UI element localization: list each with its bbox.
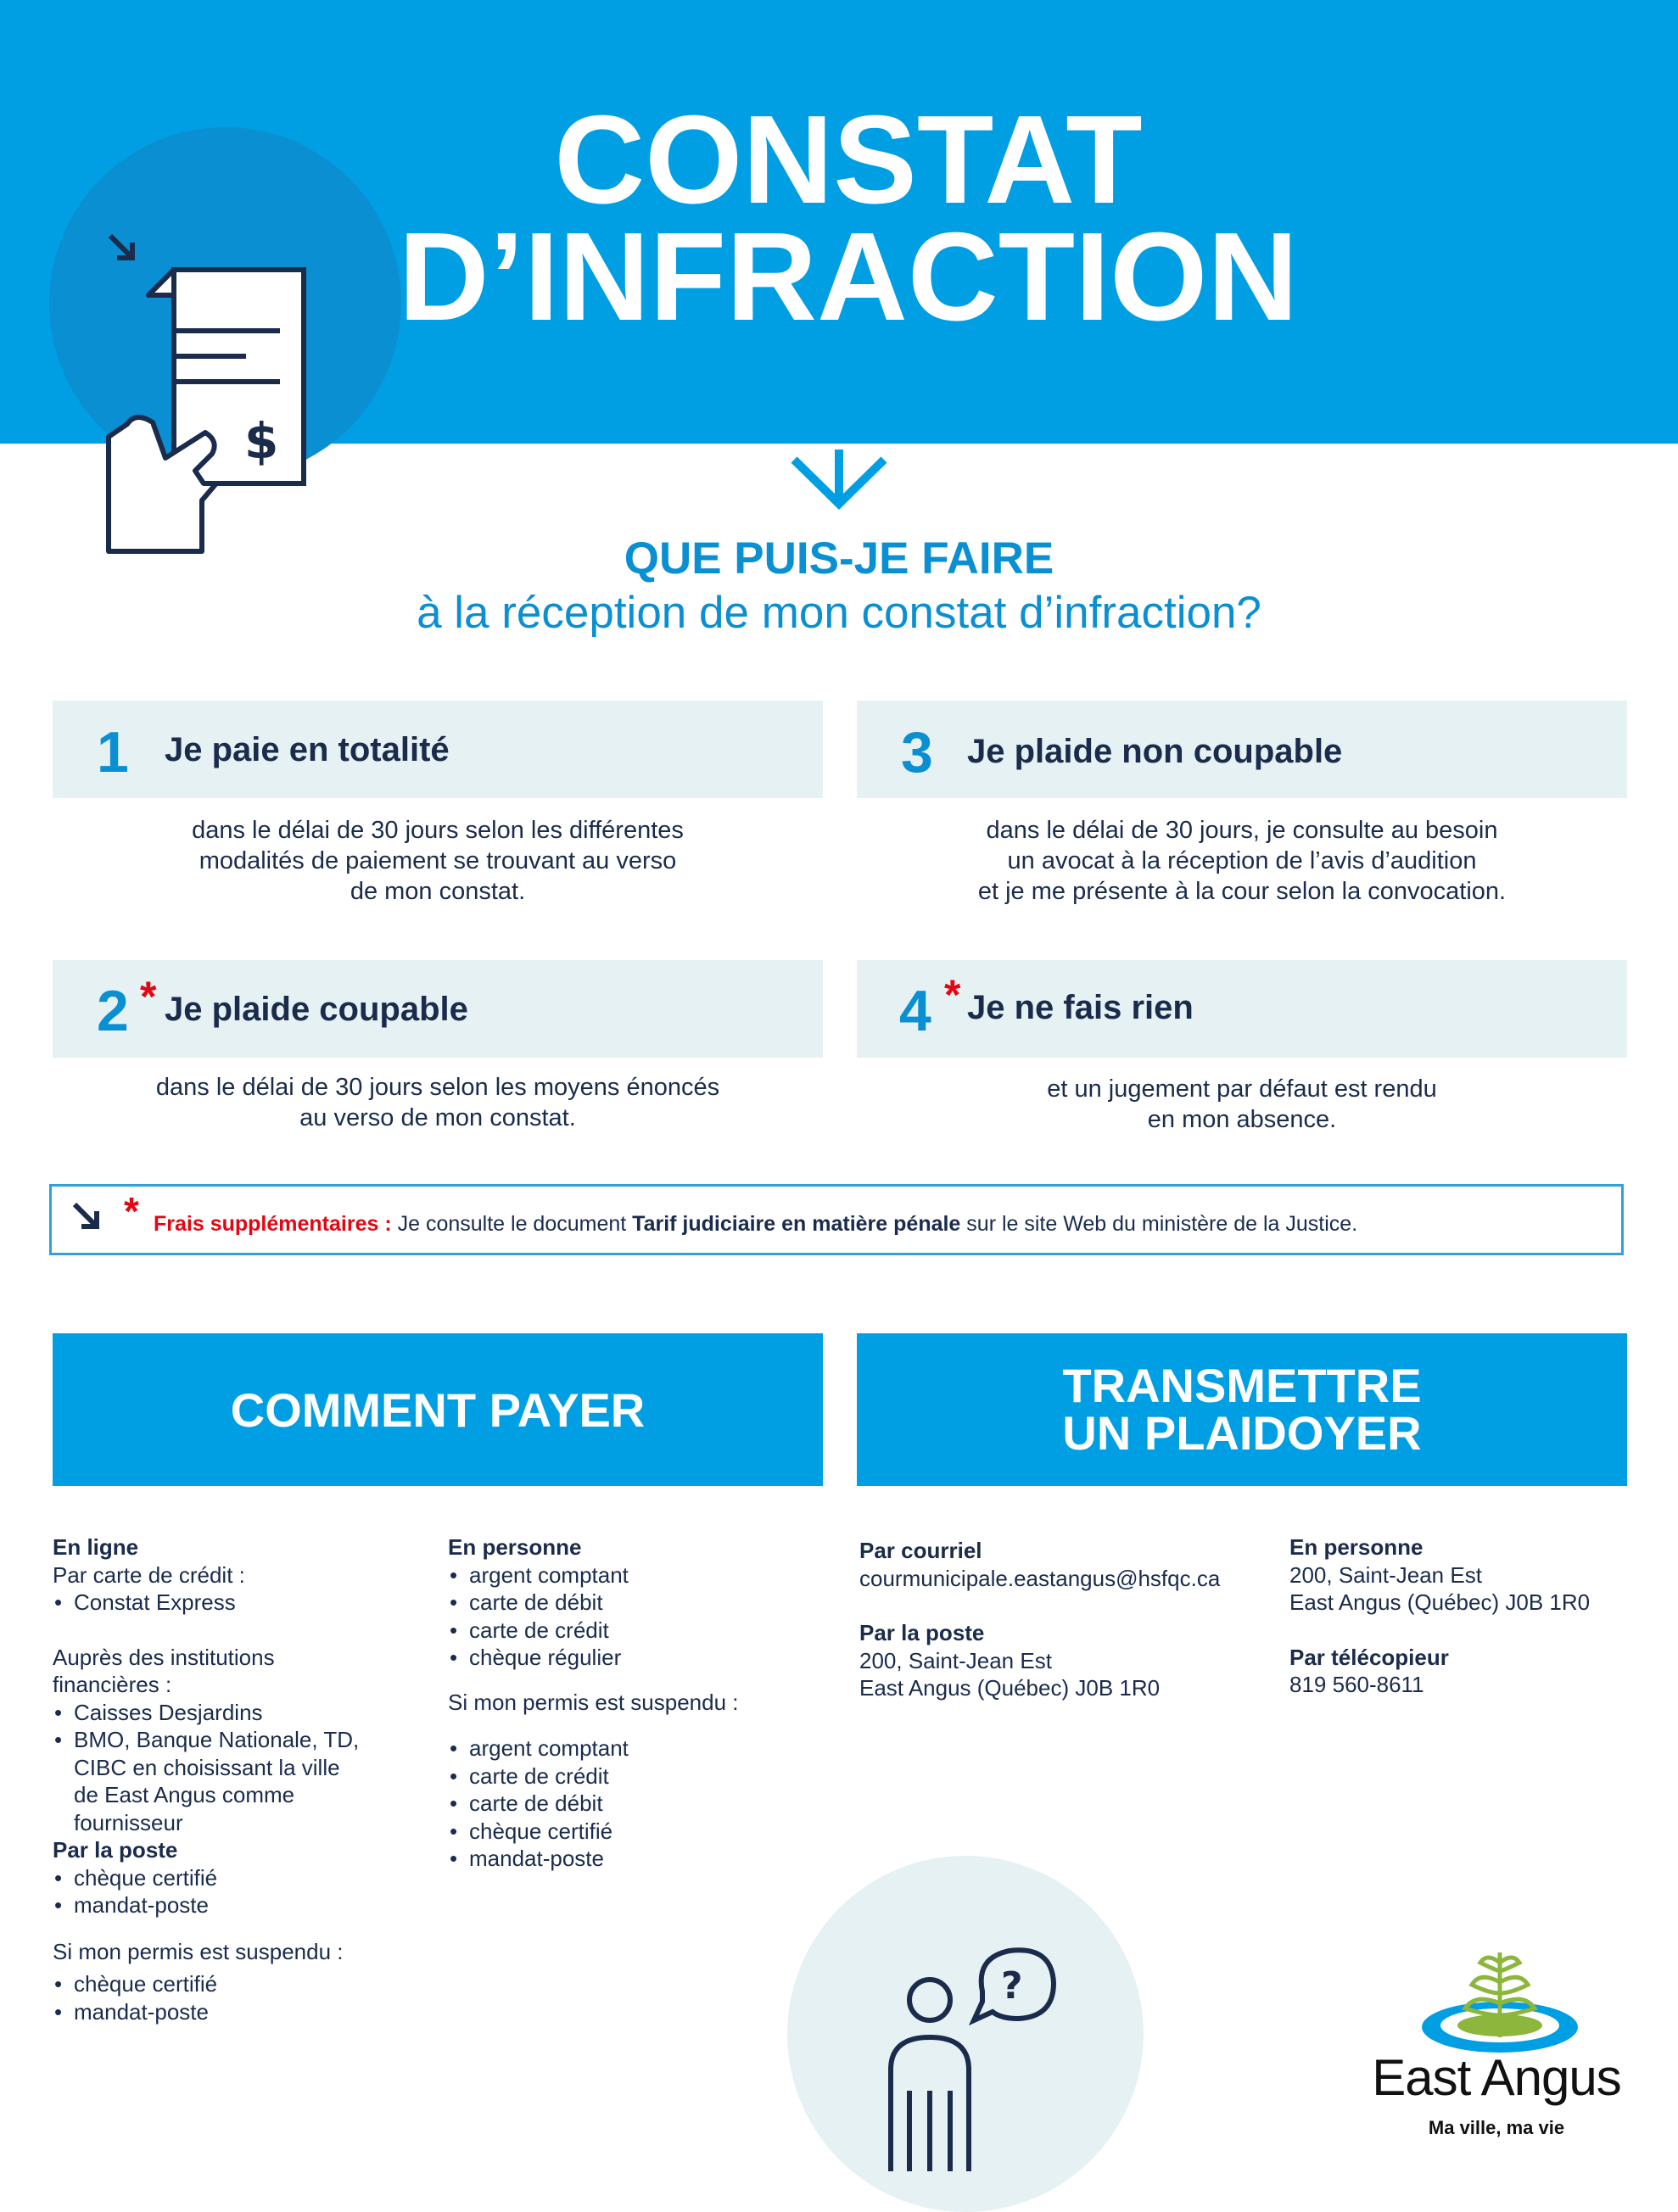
plea-column-right	[1289, 1533, 1646, 1699]
person-address-line: East Angus (Québec) J0B 1R0	[1289, 1589, 1591, 1615]
in-person-heading: En personne	[1289, 1534, 1424, 1560]
option-2-desc-line: dans le délai de 30 jours selon les moyens énoncés	[155, 1074, 720, 1101]
option-1-title: Je paie en totalité	[165, 731, 450, 768]
document-hand-icon	[102, 229, 322, 560]
list-item: • mandat-poste	[53, 1998, 409, 2026]
submit-plea-heading	[857, 1333, 1627, 1486]
option-1-number: 1	[97, 720, 129, 785]
list-item: • carte de débit	[448, 1589, 821, 1617]
option-1-description	[53, 815, 823, 907]
option-3-description	[857, 815, 1627, 907]
post-heading: Par la poste	[859, 1620, 985, 1645]
list-item: • chèque régulier	[448, 1644, 821, 1672]
option-4-description	[857, 1074, 1627, 1135]
fax-number: 819 560-8611	[1289, 1672, 1424, 1697]
dollar-icon: $	[244, 412, 279, 470]
list-item: • chèque certifié	[53, 1970, 409, 1998]
option-4-desc-line: et un jugement par défaut est rendu	[1047, 1075, 1437, 1103]
question-subheading: à la réception de mon constat d’infraction?	[417, 588, 1261, 638]
suspended-label: Si mon permis est suspendu :	[53, 1938, 344, 1964]
list-item: • chèque certifié	[448, 1818, 821, 1846]
title-line-2: D’INFRACTION	[398, 207, 1299, 347]
chevron-down-icon	[787, 450, 891, 517]
option-2-number: 2	[97, 979, 129, 1043]
option-4-asterisk: *	[944, 971, 961, 1019]
pay-column-right	[448, 1533, 821, 1873]
institutions-heading: financières :	[53, 1672, 172, 1697]
option-1-desc-line: dans le délai de 30 jours selon les différentes	[192, 817, 684, 844]
fees-text: Je consulte le document	[391, 1212, 633, 1236]
list-item-continued: de East Angus comme	[74, 1782, 295, 1807]
online-subheading: Par carte de crédit :	[53, 1561, 245, 1588]
list-item-continued: fournisseur	[74, 1809, 183, 1835]
list-item: • carte de débit	[448, 1790, 821, 1818]
list-item: • carte de crédit	[448, 1762, 821, 1790]
post-address-line: East Angus (Québec) J0B 1R0	[859, 1675, 1161, 1701]
svg-text:?: ?	[1001, 1964, 1023, 2008]
option-3-number: 3	[901, 720, 933, 785]
logo-name: East Angus	[1372, 2049, 1621, 2106]
list-item: • mandat-poste	[53, 1891, 409, 1919]
in-person-suspended-list	[448, 1734, 821, 1873]
page-title	[322, 90, 1374, 347]
logo-tagline: Ma ville, ma vie	[1428, 2117, 1565, 2138]
person-address-line: 200, Saint-Jean Est	[1289, 1561, 1482, 1588]
list-item: • Caisses Desjardins	[53, 1699, 409, 1727]
in-person-heading: En personne	[448, 1534, 582, 1560]
email-heading: Par courriel	[859, 1538, 982, 1563]
person-question-icon	[874, 1942, 1060, 2171]
post-list	[53, 1864, 409, 1919]
list-item: • argent comptant	[448, 1734, 821, 1762]
how-to-pay-heading: COMMENT PAYER	[53, 1333, 823, 1486]
option-2-title: Je plaide coupable	[165, 991, 468, 1028]
fees-note-text	[154, 1211, 1357, 1237]
option-1-desc-line: modalités de paiement se trouvant au verso	[199, 847, 677, 874]
institutions-list	[53, 1699, 409, 1837]
fax-heading: Par télécopieur	[1289, 1644, 1449, 1670]
title-line-1: CONSTAT	[554, 90, 1143, 230]
option-3-desc-line: dans le délai de 30 jours, je consulte au besoin	[986, 817, 1498, 844]
option-4-number: 4	[899, 979, 931, 1043]
plea-column-left	[859, 1537, 1284, 1702]
fees-asterisk: *	[124, 1189, 139, 1233]
list-item-continued: CIBC en choisissant la ville	[74, 1754, 340, 1780]
option-4-title: Je ne fais rien	[967, 989, 1194, 1026]
online-heading: En ligne	[53, 1534, 139, 1560]
fees-text: sur le site Web du ministère de la Justice.	[960, 1212, 1358, 1236]
option-3-desc-line: et je me présente à la cour selon la convocation.	[977, 878, 1507, 905]
option-2-description	[53, 1072, 823, 1133]
option-2-desc-line: au verso de mon constat.	[299, 1104, 576, 1131]
option-3-desc-line: un avocat à la réception de l’avis d’audition	[1007, 847, 1477, 874]
question-heading: QUE PUIS-JE FAIRE	[624, 533, 1054, 584]
option-2-asterisk: *	[140, 973, 157, 1020]
option-4-desc-line: en mon absence.	[1147, 1106, 1337, 1133]
list-item: • Constat Express	[53, 1589, 409, 1617]
arrow-down-right-icon	[70, 1199, 103, 1233]
list-item: • carte de crédit	[448, 1617, 821, 1645]
list-item: • argent comptant	[448, 1561, 821, 1589]
east-angus-logo-icon	[1419, 1944, 1580, 2054]
plea-heading-line: UN PLAIDOYER	[1062, 1406, 1422, 1460]
fees-document-name: Tarif judiciaire en matière pénale	[632, 1212, 961, 1236]
pay-column-left	[53, 1533, 409, 2025]
post-address-line: 200, Saint-Jean Est	[859, 1647, 1052, 1673]
post-suspended-list	[53, 1970, 409, 2025]
list-item: • chèque certifié	[53, 1864, 409, 1892]
online-list	[53, 1589, 409, 1617]
option-1-desc-line: de mon constat.	[350, 878, 526, 905]
plea-heading-line: TRANSMETTRE	[1062, 1359, 1422, 1412]
email-address[interactable]: courmunicipale.eastangus@hsfqc.ca	[859, 1565, 1221, 1591]
list-item: • mandat-poste	[448, 1845, 821, 1873]
suspended-label: Si mon permis est suspendu :	[448, 1689, 739, 1715]
option-3-title: Je plaide non coupable	[967, 733, 1343, 770]
post-heading: Par la poste	[53, 1837, 178, 1863]
list-item: • BMO, Banque Nationale, TD,	[53, 1726, 409, 1754]
in-person-list	[448, 1561, 821, 1672]
fees-label: Frais supplémentaires :	[154, 1212, 392, 1236]
arrow-down-right-icon	[110, 236, 132, 258]
institutions-heading: Auprès des institutions	[53, 1644, 275, 1670]
